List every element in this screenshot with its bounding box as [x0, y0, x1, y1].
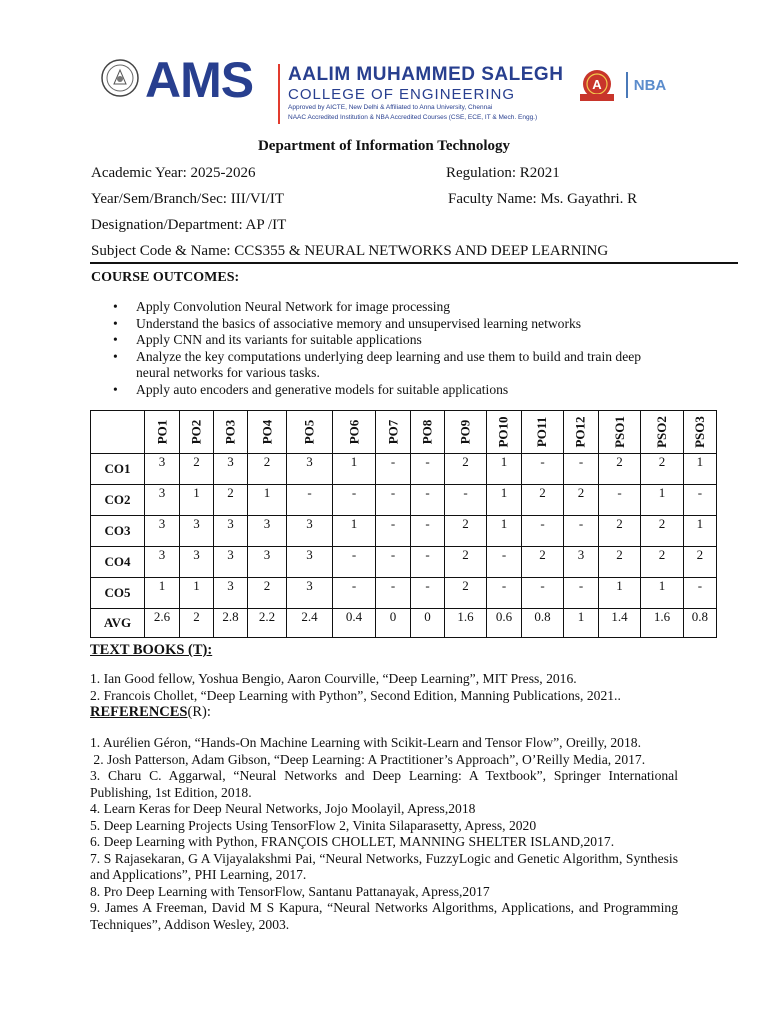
- table-cell: 0.8: [522, 609, 564, 638]
- table-cell: 2: [522, 547, 564, 578]
- outcome-text: Apply auto encoders and generative models for suitable applications: [136, 381, 509, 397]
- naac-badge-text: A: [592, 77, 602, 92]
- header-divider: [90, 262, 738, 264]
- column-header: PSO2: [641, 411, 684, 454]
- table-cell: -: [445, 485, 487, 516]
- reference-item: 8. Pro Deep Learning with TensorFlow, Santanu Pattanayak, Apress,2017: [90, 883, 490, 899]
- table-cell: -: [287, 485, 333, 516]
- list-item: [113, 316, 673, 333]
- table-cell: 3: [214, 516, 248, 547]
- approval-text: Approved by AICTE, New Delhi & Affiliated to Anna University, Chennai: [288, 104, 493, 111]
- references-heading: [90, 704, 211, 721]
- course-outcomes-list: [113, 299, 673, 398]
- table-cell: -: [376, 547, 411, 578]
- row-label: CO3: [91, 516, 145, 547]
- table-cell: 3: [287, 547, 333, 578]
- row-label: CO2: [91, 485, 145, 516]
- table-cell: 1.6: [445, 609, 487, 638]
- table-cell: -: [333, 578, 376, 609]
- references-title: REFERENCES: [90, 704, 188, 720]
- reference-item: 7. S Rajasekaran, G A Vijayalakshmi Pai, “Neural Networks, FuzzyLogic and Genetic Algorithm, Synthesis and Applications”, PHI Learning, 2017.: [90, 850, 678, 882]
- textbook-item: 1. Ian Good fellow, Yoshua Bengio, Aaron Courville, “Deep Learning”, MIT Press, 2016.: [90, 671, 577, 686]
- table-cell: -: [411, 578, 445, 609]
- table-cell: 2.8: [214, 609, 248, 638]
- reference-item: 6. Deep Learning with Python, FRANÇOIS CHOLLET, MANNING SHELTER ISLAND,2017.: [90, 834, 615, 849]
- reference-item: 3. Charu C. Aggarwal, “Neural Networks and Deep Learning: A Textbook”, Springer International Publishing, 1st Edition, 2018.: [90, 768, 678, 800]
- table-row: [91, 454, 717, 485]
- table-cell: 1: [145, 578, 180, 609]
- course-outcomes-title: COURSE OUTCOMES:: [91, 270, 240, 285]
- table-corner-cell: [91, 411, 145, 454]
- table-cell: 3: [145, 454, 180, 485]
- reference-item: 4. Learn Keras for Deep Neural Networks, Jojo Moolayil, Apress,2018: [90, 801, 476, 816]
- table-cell: 3: [287, 516, 333, 547]
- bullet-icon: •: [113, 381, 118, 397]
- column-header: PO3: [214, 411, 248, 454]
- table-cell: -: [411, 516, 445, 547]
- table-cell: 2: [599, 516, 641, 547]
- reference-item: 1. Aurélien Géron, “Hands-On Machine Learning with Scikit-Learn and Tensor Flow”, Oreilly, 2018.: [90, 735, 641, 750]
- table-row: [91, 547, 717, 578]
- bullet-icon: •: [113, 332, 118, 347]
- department-title: Department of Information Technology: [257, 138, 511, 154]
- table-cell: 1: [248, 485, 287, 516]
- references-suffix: (R):: [187, 704, 211, 720]
- table-cell: 2: [599, 547, 641, 578]
- reference-item: 2. Josh Patterson, Adam Gibson, “Deep Learning: A Practitioner’s Approach”, O’Reilly Media, 2017.: [90, 751, 646, 767]
- table-cell: -: [487, 578, 522, 609]
- table-cell: 1: [333, 454, 376, 485]
- column-header: PO10: [487, 411, 522, 454]
- table-cell: 2: [641, 547, 684, 578]
- table-cell: 1.6: [641, 609, 684, 638]
- list-item: [113, 299, 673, 316]
- table-cell: 0: [411, 609, 445, 638]
- table-cell: 0: [376, 609, 411, 638]
- textbooks-title: TEXT BOOKS (T):: [90, 642, 213, 658]
- table-cell: 1: [684, 516, 717, 547]
- list-item: [113, 382, 673, 399]
- row-label: CO1: [91, 454, 145, 485]
- naac-badge-icon: [576, 66, 618, 104]
- table-cell: 2: [445, 547, 487, 578]
- table-row: [91, 485, 717, 516]
- column-header: PO5: [287, 411, 333, 454]
- bullet-icon: •: [113, 348, 118, 364]
- table-cell: 2: [684, 547, 717, 578]
- table-cell: 3: [214, 454, 248, 485]
- bullet-icon: •: [113, 315, 118, 331]
- table-cell: 2: [641, 516, 684, 547]
- table-cell: 3: [180, 516, 214, 547]
- column-header: PSO1: [599, 411, 641, 454]
- table-cell: 2: [248, 454, 287, 485]
- table-cell: 3: [287, 454, 333, 485]
- table-cell: 3: [214, 547, 248, 578]
- table-cell: 2: [599, 454, 641, 485]
- table-cell: 1: [487, 485, 522, 516]
- row-label: CO4: [91, 547, 145, 578]
- table-cell: 3: [180, 547, 214, 578]
- table-cell: 1: [599, 578, 641, 609]
- year-sem-branch: Year/Sem/Branch/Sec: III/VI/IT: [91, 191, 285, 207]
- table-cell: -: [599, 485, 641, 516]
- table-cell: 1: [487, 516, 522, 547]
- table-cell: 0.6: [487, 609, 522, 638]
- table-cell: 0.8: [684, 609, 717, 638]
- table-cell: 2: [214, 485, 248, 516]
- table-cell: 3: [145, 547, 180, 578]
- faculty-name: Faculty Name: Ms. Gayathri. R: [448, 191, 638, 207]
- table-cell: 0.4: [333, 609, 376, 638]
- outcome-text: Apply CNN and its variants for suitable applications: [136, 332, 422, 347]
- table-cell: 2: [180, 609, 214, 638]
- outcome-text: Understand the basics of associative memory and unsupervised learning networks: [136, 315, 582, 331]
- table-cell: 2: [445, 516, 487, 547]
- designation: Designation/Department: AP /IT: [91, 217, 287, 233]
- references-list: [90, 735, 678, 933]
- table-cell: -: [376, 578, 411, 609]
- column-header: PO12: [564, 411, 599, 454]
- table-cell: 1: [333, 516, 376, 547]
- table-cell: -: [411, 454, 445, 485]
- table-cell: -: [522, 454, 564, 485]
- table-cell: -: [522, 516, 564, 547]
- textbooks-list: [90, 671, 678, 704]
- table-cell: -: [522, 578, 564, 609]
- bullet-icon: •: [113, 299, 118, 314]
- college-seal-icon: [100, 58, 140, 98]
- college-name-line1: AALIM MUHAMMED SALEGH: [288, 64, 564, 85]
- table-cell: 3: [564, 547, 599, 578]
- table-cell: -: [333, 485, 376, 516]
- table-cell: 2.2: [248, 609, 287, 638]
- row-label: AVG: [91, 609, 145, 638]
- nba-badge-icon: [626, 70, 670, 100]
- list-item: [113, 332, 673, 349]
- column-header: PO4: [248, 411, 287, 454]
- table-row: [91, 516, 717, 547]
- table-cell: -: [376, 516, 411, 547]
- list-item: [113, 349, 673, 382]
- table-cell: 3: [248, 547, 287, 578]
- table-cell: -: [564, 454, 599, 485]
- academic-year: Academic Year: 2025-2026: [91, 165, 256, 181]
- table-cell: 2: [445, 578, 487, 609]
- table-cell: 2: [564, 485, 599, 516]
- column-header: PO8: [411, 411, 445, 454]
- column-header: PO1: [145, 411, 180, 454]
- table-cell: -: [376, 454, 411, 485]
- table-cell: -: [376, 485, 411, 516]
- college-header: [100, 52, 680, 124]
- table-cell: -: [564, 578, 599, 609]
- table-cell: -: [411, 485, 445, 516]
- nba-badge-text: NBA: [633, 77, 667, 94]
- table-cell: -: [564, 516, 599, 547]
- reference-item: 5. Deep Learning Projects Using TensorFlow 2, Vinita Silaparasetty, Apress, 2020: [90, 817, 537, 833]
- table-cell: 1: [641, 578, 684, 609]
- table-cell: 3: [145, 485, 180, 516]
- table-cell: 2: [522, 485, 564, 516]
- table-cell: 3: [214, 578, 248, 609]
- table-cell: 2.6: [145, 609, 180, 638]
- column-header: PO7: [376, 411, 411, 454]
- table-cell: -: [487, 547, 522, 578]
- table-cell: 2: [180, 454, 214, 485]
- table-cell: 1: [180, 578, 214, 609]
- reference-item: 9. James A Freeman, David M S Kapura, “Neural Networks Algorithms, Applications, and Programming Techniques”, Addison Wesley, 2003.: [90, 900, 678, 932]
- table-cell: 3: [248, 516, 287, 547]
- table-cell: -: [411, 547, 445, 578]
- college-name-line2: COLLEGE OF ENGINEERING: [288, 86, 516, 103]
- table-cell: 1: [641, 485, 684, 516]
- table-cell: 2.4: [287, 609, 333, 638]
- table-cell: -: [684, 485, 717, 516]
- table-cell: 3: [145, 516, 180, 547]
- column-header: PO11: [522, 411, 564, 454]
- table-cell: 1: [180, 485, 214, 516]
- outcome-text: Apply Convolution Neural Network for image processing: [136, 299, 451, 314]
- table-row-average: [91, 609, 717, 638]
- logo-divider: [278, 64, 280, 124]
- table-cell: 1: [487, 454, 522, 485]
- row-label: CO5: [91, 578, 145, 609]
- table-cell: 2: [248, 578, 287, 609]
- outcome-text: Analyze the key computations underlying deep learning and use them to build and train deep neural networks for various tasks.: [136, 348, 642, 380]
- regulation: Regulation: R2021: [446, 165, 560, 181]
- co-po-mapping-table: [90, 410, 717, 638]
- table-header-row: [91, 411, 717, 454]
- column-header: PO6: [333, 411, 376, 454]
- table-cell: 3: [287, 578, 333, 609]
- textbook-item: 2. Francois Chollet, “Deep Learning with Python”, Second Edition, Manning Publications, 2021..: [90, 687, 621, 703]
- table-cell: 1: [564, 609, 599, 638]
- column-header: PO9: [445, 411, 487, 454]
- ams-logo-text: AMS: [145, 52, 254, 108]
- column-header: PSO3: [684, 411, 717, 454]
- table-cell: 2: [445, 454, 487, 485]
- table-cell: 1.4: [599, 609, 641, 638]
- table-row: [91, 578, 717, 609]
- table-cell: 1: [684, 454, 717, 485]
- table-cell: -: [684, 578, 717, 609]
- column-header: PO2: [180, 411, 214, 454]
- accreditation-text: NAAC Accredited Institution & NBA Accredited Courses (CSE, ECE, IT & Mech. Engg.): [288, 114, 538, 121]
- subject-code-name: Subject Code & Name: CCS355 & NEURAL NETWORKS AND DEEP LEARNING: [91, 243, 609, 259]
- table-cell: 2: [641, 454, 684, 485]
- table-cell: -: [333, 547, 376, 578]
